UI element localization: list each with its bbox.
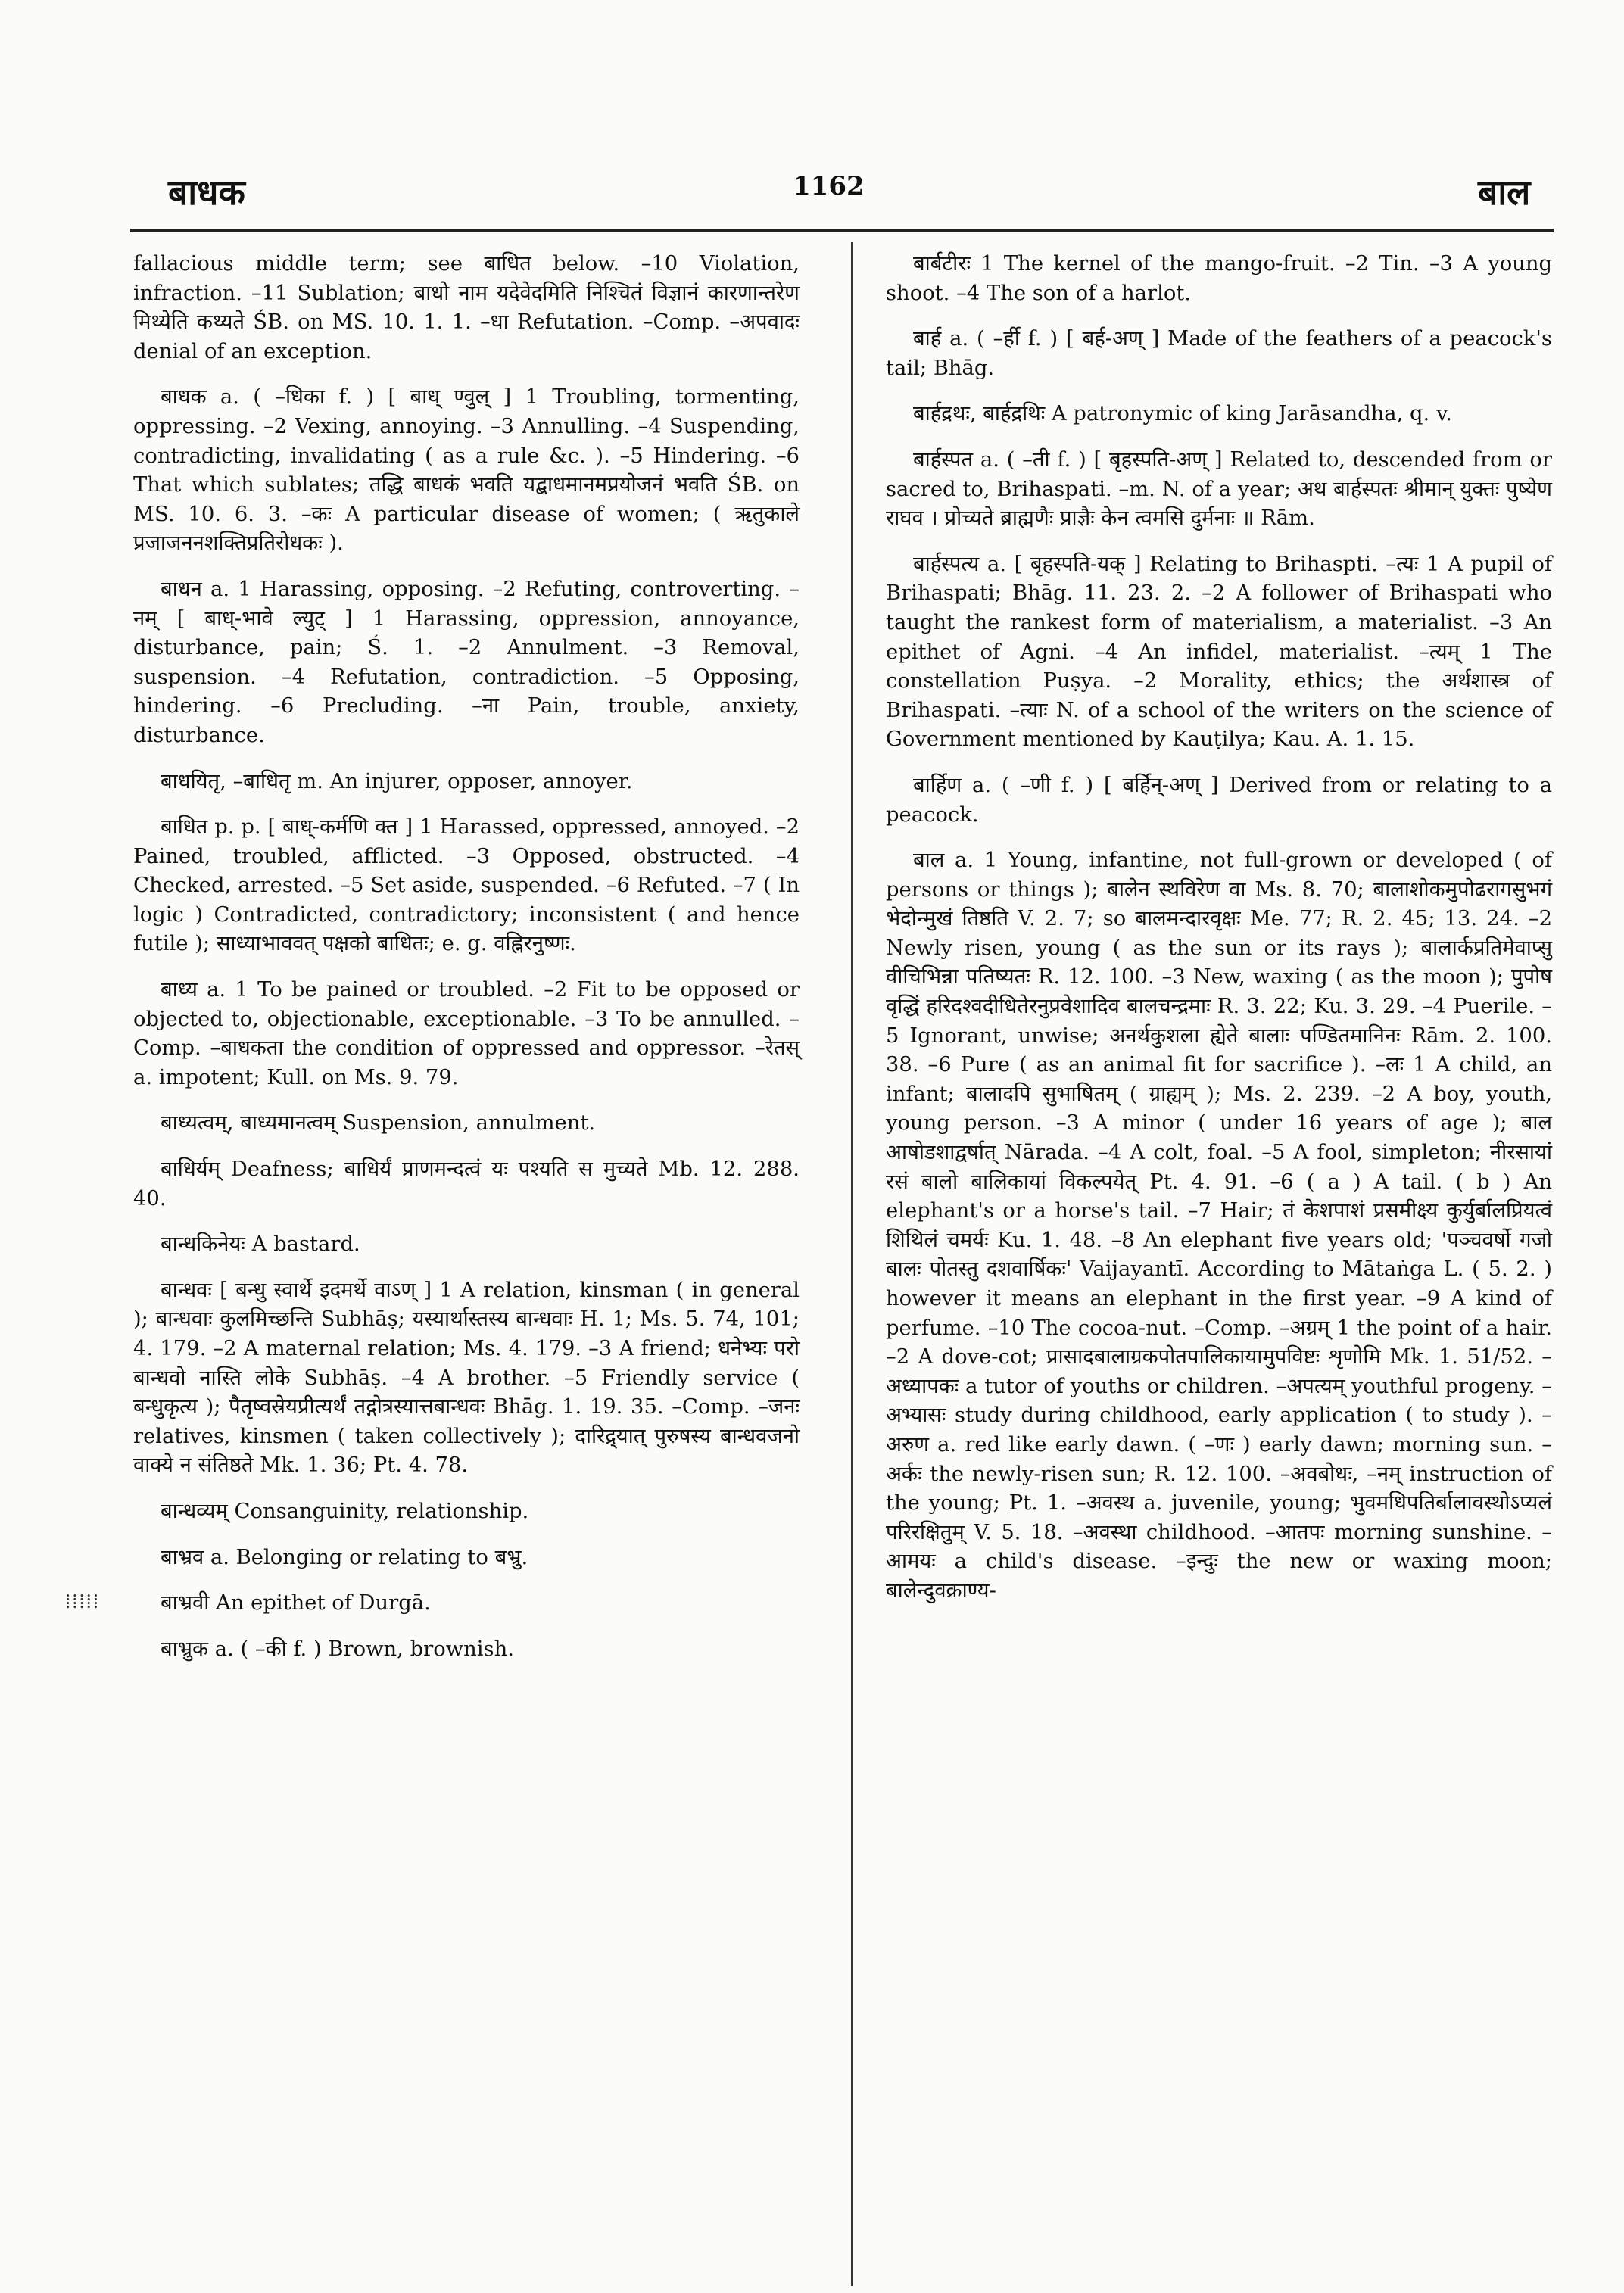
dictionary-entry: बाधयितृ, –बाधितृ m. An injurer, opposer, annoyer. [161, 769, 633, 793]
margin-marks: ⁞⁞⁞⁞⁞ [65, 1590, 101, 1613]
dictionary-entry: बाधिर्यम् Deafness; बाधिर्यं प्राणमन्दत्वं यः पश्यति स मुच्यते Mb. 12. 288. 40. [133, 1157, 800, 1210]
dictionary-entry: बाधक a. ( –धिका f. ) [ बाध् ण्वुल् ] 1 Troubling, tormenting, oppressing. –2 Vexing, annoying. –3 Annulling. –4 Suspending, contradicting, invalidating ( as a rule &c. ). –5 Hindering. –6 That which sublates; तद्धि बाधकं भवति यद्बाधमानमप्रयोजनं भवति ŚB. on MS. 10. 6. 3. –कः A particular disease of women; ( ऋतुकाले प्रजाजननशक्तिप्रतिरोधकः ). [133, 385, 800, 556]
right-column [886, 250, 1552, 1623]
dictionary-entry: fallacious middle term; see बाधित below. –10 Violation, infraction. –11 Sublation; बाधो नाम यदेवेदमिति निश्चितं विज्ञानं कारणान्तरेण मिथ्येति कथ्यते ŚB. on MS. 10. 1. 1. –धा Refutation. –Comp. –अपवादः denial of an exception. [133, 252, 800, 363]
header-rule [130, 229, 1554, 232]
left-column [133, 250, 800, 1681]
dictionary-entry: बार्ह a. ( –र्ही f. ) [ बर्ह-अण् ] Made of the feathers of a peacock's tail; Bhāg. [886, 327, 1552, 380]
dictionary-entry: बान्धवः [ बन्धु स्वार्थे इदमर्थे वाऽण् ] 1 A relation, kinsman ( in general ); बान्धवाः कुलमिच्छन्ति Subhāṣ; यस्यार्थास्तस्य बान्धवाः H. 1; Ms. 5. 74, 101; 4. 179. –2 A maternal relation; Ms. 4. 179. –3 A friend; धनेभ्यः परो बान्धवो नास्ति लोके Subhāṣ. –4 A brother. –5 Friendly service ( बन्धुकृत्य ); पैतृष्वस्रेयप्रीत्यर्थं तद्गोत्रस्यात्तबान्धवः Bhāg. 1. 19. 35. –Comp. –जनः relatives, kinsmen ( taken collectively ); दारिद्र्यात् पुरुषस्य बान्धवजनो वाक्ये न संतिष्ठते Mk. 1. 36; Pt. 4. 78. [133, 1278, 800, 1478]
dictionary-entry: बाभ्रुक a. ( –की f. ) Brown, brownish. [161, 1637, 514, 1661]
dictionary-entry: बाध्यत्वम्, बाध्यमानत्वम् Suspension, annulment. [161, 1111, 596, 1136]
dictionary-entry: बान्धकिनेयः A bastard. [161, 1232, 360, 1257]
dictionary-entry: बाध्य a. 1 To be pained or troubled. –2 Fit to be opposed or objected to, objectionable, exceptionable. –3 To be annulled. –Comp. –बाधकता the condition of oppressed and oppressor. –रेतस् a. impotent; Kull. on Ms. 9. 79. [133, 978, 800, 1089]
dictionary-entry: बाभ्रव a. Belonging or relating to बभ्रु. [161, 1545, 528, 1569]
dictionary-entry: बाभ्रवी An epithet of Durgā. [161, 1591, 431, 1615]
dictionary-entry: बाधित p. p. [ बाध्-कर्मणि क्त ] 1 Harassed, oppressed, annoyed. –2 Pained, troubled, afflicted. –3 Opposed, obstructed. –4 Checked, arrested. –5 Set aside, suspended. –6 Refuted. –7 ( In logic ) Contradicted, contradictory; inconsistent ( and hence futile ); साध्याभाववत् पक्षको बाधितः; e. g. वह्निरनुष्णः. [133, 815, 800, 956]
dictionary-entry: बार्हस्पत्य a. [ बृहस्पति-यक् ] Relating to Brihaspti. –त्यः 1 A pupil of Brihaspati; Bhāg. 11. 23. 2. –2 A follower of Brihaspati who taught the rankest form of materialism, a materialist. –3 An epithet of Agni. –4 An infidel, materialist. –त्यम् 1 The constellation Puṣya. –2 Morality, ethics; the अर्थशास्त्र of Brihaspati. –त्याः N. of a school of the writers on the science of Government mentioned by Kauṭilya; Kau. A. 1. 15. [886, 552, 1552, 752]
column-divider [851, 242, 853, 2286]
page-header [0, 0, 1624, 212]
dictionary-entry: बाधन a. 1 Harassing, opposing. –2 Refuting, controverting. –नम् [ बाध्-भावे ल्युट् ] 1 Harassing, oppression, annoyance, disturbance, pain; Ś. 1. –2 Annulment. –3 Removal, suspension. –4 Refutation, contradiction. –5 Opposing, hindering. –6 Precluding. –ना Pain, trouble, anxiety, disturbance. [133, 577, 800, 747]
dictionary-entry: बार्हद्रथः, बार्हद्रथिः A patronymic of king Jarāsandha, q. v. [913, 402, 1452, 426]
dictionary-entry: बार्हिण a. ( –णी f. ) [ बर्हिन्-अण् ] Derived from or relating to a peacock. [886, 773, 1552, 827]
page-number: 1162 [793, 171, 865, 201]
dictionary-entry: बार्बटीरः 1 The kernel of the mango-fruit. –2 Tin. –3 A young shoot. –4 The son of a harlot. [886, 252, 1552, 305]
right-running-headword: बाल [1478, 172, 1531, 213]
dictionary-entry: बार्हस्पत a. ( –ती f. ) [ बृहस्पति-अण् ] Related to, descended from or sacred to, Brihaspati. –m. N. of a year; अथ बार्हस्पतः श्रीमान् युक्तः पुष्येण राघव । प्रोच्यते ब्राह्मणैः प्राज्ञैः केन त्वमसि दुर्मनाः ॥ Rām. [886, 447, 1552, 531]
dictionary-entry: बाल a. 1 Young, infantine, not full-grown or developed ( of persons or things ); बालेन स्थविरेण वा Ms. 8. 70; बालाशोकमुपोढरागसुभगं भेदोन्मुखं तिष्ठति V. 2. 7; so बालमन्दारवृक्षः Me. 77; R. 2. 45; 13. 24. –2 Newly risen, young ( as the sun or its rays ); बालार्कप्रतिमेवाप्सु वीचिभिन्ना पतिष्यतः R. 12. 100. –3 New, waxing ( as the moon ); पुपोष वृद्धिं हरिदश्वदीधितेरनुप्रवेशादिव बालचन्द्रमाः R. 3. 22; Ku. 3. 29. –4 Puerile. –5 Ignorant, unwise; अनर्थकुशला ह्येते बालाः पण्डितमानिनः Rām. 2. 100. 38. –6 Pure ( as an animal fit for sacrifice ). –लः 1 A child, an infant; बालादपि सुभाषितम् ( ग्राह्यम् ); Ms. 2. 239. –2 A boy, youth, young person. –3 A minor ( under 16 years of age ); बाल आषोडशाद्वर्षात् Nārada. –4 A colt, foal. –5 A fool, simpleton; नीरसायां रसं बालो बालिकायां विकल्पयेत् Pt. 4. 91. –6 ( a ) A tail. ( b ) An elephant's or a horse's tail. –7 Hair; तं केशपाशं प्रसमीक्ष्य कुर्युर्बालप्रियत्वं शिथिलं चमर्यः Ku. 1. 48. –8 An elephant five years old; 'पञ्चवर्षो गजो बालः पोतस्तु दशवार्षिकः' Vaijayantī. According to Mātaṅga L. ( 5. 2. ) however it means an elephant in the first year. –9 A kind of perfume. –10 The cocoa-nut. –Comp. –अग्रम् 1 the point of a hair. –2 A dove-cot; प्रासादबालाग्रकपोतपालिकायामुपविष्टः शृणोमि Mk. 1. 51/52. –अध्यापकः a tutor of youths or children. –अपत्यम् youthful progeny. –अभ्यासः study during childhood, early application ( to study ). –अरुण a. red like early dawn. ( –णः ) early dawn; morning sun. –अर्कः the newly-risen sun; R. 12. 100. –अवबोधः, –नम् instruction of the young; Pt. 1. –अवस्थ a. juvenile, young; भुवमधिपतिर्बालावस्थोऽप्यलं परिरक्षितुम् V. 5. 18. –अवस्था childhood. –आतपः morning sunshine. –आमयः a child's disease. –इन्दुः the new or waxing moon; बालेन्दुवक्राण्य- [886, 849, 1552, 1603]
left-running-headword: बाधक [168, 172, 245, 213]
dictionary-entry: बान्धव्यम् Consanguinity, relationship. [161, 1499, 529, 1523]
